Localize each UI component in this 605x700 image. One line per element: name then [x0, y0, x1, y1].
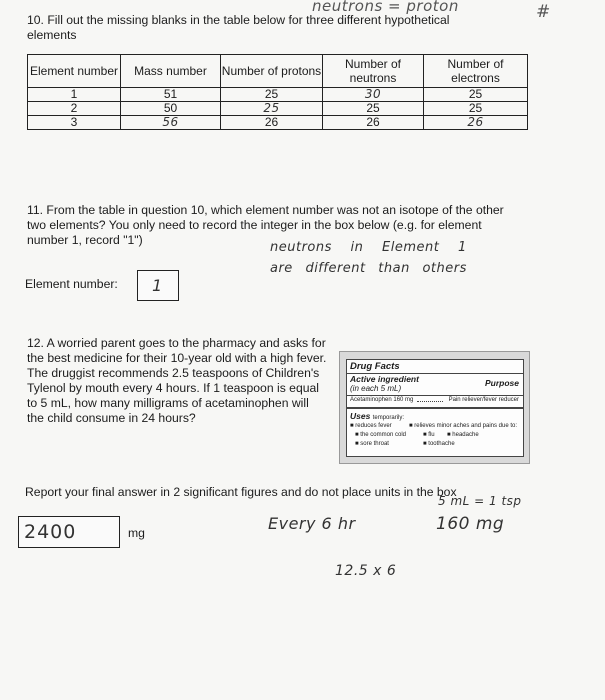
- cell-electrons-filled[interactable]: 26: [424, 116, 528, 130]
- q11-note-line1: neutrons in Element 1: [270, 240, 467, 255]
- divider: [347, 395, 523, 396]
- q10-text: 10. Fill out the missing blanks in the table below for three different hypothetical elements: [27, 13, 450, 42]
- hash-mark: #: [536, 2, 551, 22]
- divider: [347, 407, 523, 409]
- table-row: [28, 116, 528, 130]
- header-neutrons: Number of neutrons: [323, 55, 424, 88]
- uses-note: temporarily:: [372, 415, 405, 421]
- note-5ml: 5 mL = 1 tsp: [438, 494, 522, 508]
- header-element-number: Element number: [28, 55, 121, 88]
- element-number-label: Element number:: [25, 277, 118, 291]
- use-item: ■ toothache: [423, 441, 455, 447]
- top-scribble: neutrons = proton: [312, 0, 459, 15]
- cell-element: 3: [28, 116, 121, 130]
- answer-box[interactable]: [18, 516, 120, 548]
- drug-facts-image: [339, 351, 530, 464]
- cell-element: 2: [28, 102, 121, 116]
- cell-mass-filled[interactable]: 56: [121, 116, 221, 130]
- header-electrons: Number of electrons: [424, 55, 528, 88]
- uses-title: Uses: [350, 411, 371, 421]
- purpose-heading: Purpose: [484, 378, 519, 388]
- table-row: [28, 88, 528, 102]
- q11-text: 11. From the table in question 10, which element number was not an isotope of the other two elements? You only need to record the integer in the box below (e.g. for element number 1, record "1"): [27, 203, 504, 247]
- note-160mg: 160 mg: [436, 514, 505, 534]
- cell-protons: 26: [221, 116, 323, 130]
- final-answer: 2400: [24, 521, 77, 543]
- q11-note-line2: are different than others: [270, 261, 467, 276]
- cell-protons-filled[interactable]: 25: [221, 102, 323, 116]
- header-mass-number: Mass number: [121, 55, 221, 88]
- header-protons: Number of protons: [221, 55, 323, 88]
- element-number-answer: 1: [152, 276, 163, 295]
- active-ingredient-heading: Active ingredient: [350, 374, 419, 384]
- unit-label: mg: [128, 526, 145, 540]
- drug-facts-label: [346, 359, 524, 457]
- cell-neutrons: 25: [323, 102, 424, 116]
- purpose-value: Pain reliever/fever reducer: [448, 397, 519, 403]
- cell-neutrons-filled[interactable]: 30: [323, 88, 424, 102]
- use-item: ■ headache: [447, 432, 479, 438]
- use-item: ■ flu: [423, 432, 435, 438]
- ingredient-value: Acetaminophen 160 mg: [350, 397, 414, 403]
- use-item: ■ reduces fever: [350, 423, 392, 429]
- note-every-6hr: Every 6 hr: [268, 514, 356, 533]
- use-item: ■ the common cold: [355, 432, 406, 438]
- note-calc: 12.5 x 6: [335, 563, 397, 579]
- cell-electrons: 25: [424, 88, 528, 102]
- elements-table: [27, 54, 528, 130]
- table-row: [28, 102, 528, 116]
- cell-element: 1: [28, 88, 121, 102]
- uses-heading: [350, 411, 404, 421]
- each-5ml: (in each 5 mL): [350, 384, 402, 393]
- cell-electrons: 25: [424, 102, 528, 116]
- drug-facts-title: Drug Facts: [350, 361, 400, 372]
- cell-neutrons: 26: [323, 116, 424, 130]
- use-item: ■ sore throat: [355, 441, 389, 447]
- cell-mass: 50: [121, 102, 221, 116]
- report-instruction: Report your final answer in 2 significant figures and do not place units in the box: [25, 485, 457, 499]
- cell-protons: 25: [221, 88, 323, 102]
- table-header-row: [28, 55, 528, 88]
- element-number-box[interactable]: [137, 270, 179, 301]
- use-item: ■ relieves minor aches and pains due to:: [409, 423, 518, 429]
- dotted-leader: [417, 401, 443, 402]
- q12-text: 12. A worried parent goes to the pharmacy and asks for the best medicine for their 10-year old with a high fever. The druggist recommends 2.5 teaspoons of Children's Tylenol by mouth every 4 hours. If 1 teaspoon is equal to 5 mL, how many milligrams of acetaminophen will the child consume in 24 hours?: [27, 336, 327, 425]
- cell-mass: 51: [121, 88, 221, 102]
